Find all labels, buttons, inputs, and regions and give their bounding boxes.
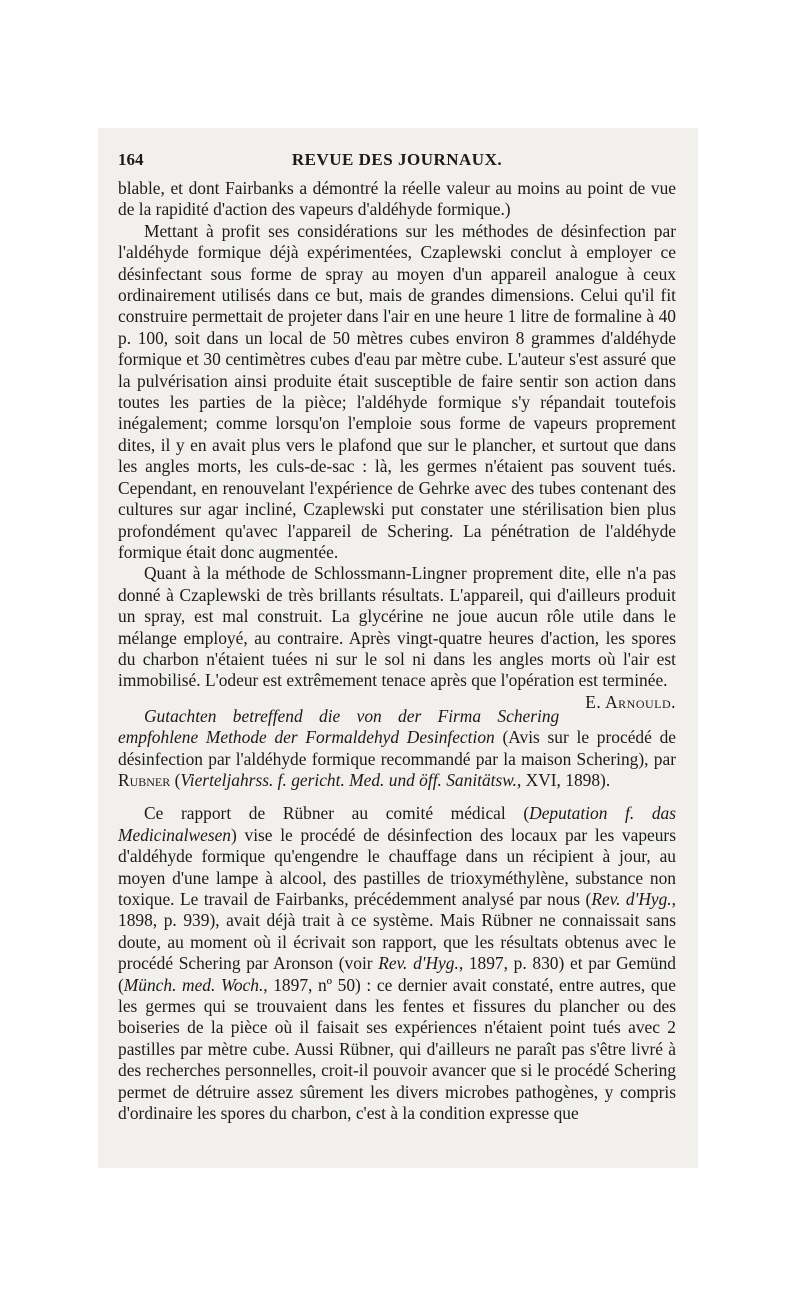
citation-text: , XVI, 1898).: [516, 769, 611, 790]
italic-reference: Münch. med. Woch.: [123, 974, 264, 995]
paragraph-continuation: blable, et dont Fairbanks a démontré la réelle valeur au moins au point de vue de la rapidité d'action des vapeurs d'aldéhyde formique.): [118, 178, 676, 220]
page-header: [118, 150, 676, 174]
paragraph-czaplewski-spray: Mettant à profit ses considérations sur les méthodes de désinfection par l'aldéhyde formique déjà expérimentées, Czaplewski conclut à employer ce désinfectant sous forme de spray au moyen d'un appareil analogue à ceux ordinairement utilisés dans ce but, mais de grandes dimensions. Celui qu'il fit construire permettait de projeter dans l'air en une heure 1 litre de formaline à 40 p. 100, soit dans un local de 50 mètres cubes environ 8 grammes d'aldéhyde formique et 30 centimètres cubes d'eau par mètre cube. L'auteur s'est assuré que la pulvérisation ainsi produite était susceptible de faire sentir son action dans toutes les parties de la pièce; l'aldéhyde formique s'y répandait toutefois inégalement; comme lorsqu'on l'emploie sous forme de vapeurs proprement dites, il y en avait plus vers le plafond que sur le plancher, et surtout que dans les angles morts, les culs-de-sac : là, les germes n'étaient pas souvent tués. Cependant, en renouvelant l'expérience de Gehrke avec des tubes contenant des cultures sur agar incliné, Czaplewski put constater une stérilisation bien plus profondément qu'avec l'appareil de Schering. La pénétration de l'aldéhyde formique était donc augmentée.: [118, 220, 676, 562]
running-title: REVUE DES JOURNAUX.: [291, 150, 503, 169]
article-body: [118, 178, 676, 1124]
paragraph-schlossmann-lingner: [118, 563, 676, 712]
author-signature: E. Arnould.: [585, 691, 676, 712]
paragraph-text: , 1898, p. 939), avait déjà trait à ce système. Mais Rübner ne connaissait sans doute, au moment où il écrivait son rapport, que les résultats obtenus avec le procédé Schering par Aronson (voir: [118, 889, 677, 974]
article-title: Gutachten betreffend die von der Firma Schering empfohlene Methode der Formaldehyd Desinfection: [118, 705, 560, 748]
italic-reference: Rev. d'Hyg.: [378, 953, 459, 974]
italic-reference: Rev. d'Hyg.: [591, 889, 672, 909]
citation-journal: Vierteljahrss. f. gericht. Med. und öff. Sanitätsw.: [180, 769, 517, 790]
citation-author: Rubner: [118, 769, 171, 790]
paragraph-rubner-report: [118, 803, 676, 1124]
italic-reference: Deputation f. das Medicinalwesen: [118, 803, 676, 845]
book-page: [98, 128, 698, 1168]
paragraph-text: ) vise le procédé de désinfection des locaux par les vapeurs d'aldéhyde formique qu'engendre le chauffage dans un récipient à jour, au moyen d'une lampe à alcool, des pastilles de trioxyméthylène, substance non toxique. Le travail de Fairbanks, précédemment analysé par nous (: [118, 824, 676, 909]
citation-text: (Avis sur le procédé de désinfection par l'aldéhyde formique recommandé par la maison Schering), par: [118, 727, 676, 769]
paragraph-text: Quant à la méthode de Schlossmann-Lingner proprement dite, elle n'a pas donné à Czaplewski de très brillants résultats. L'appareil, qui d'ailleurs produit un spray, est mal construit. La glycérine ne joue aucun rôle utile dans le mélange employé, au contraire. Après vingt-quatre heures d'action, les spores du charbon n'étaient tuées ni sur le sol ni dans les angles morts où l'air est immobilisé. L'odeur est extrêmement tenace après que l'opération est terminée.: [118, 563, 676, 691]
citation-text: (: [170, 769, 181, 790]
page-number: 164: [118, 150, 144, 169]
paragraph-text: , 1897, nº 50) : ce dernier avait constaté, entre autres, que les germes qui se trouvaient dans les fentes et fissures du plancher ou des boiseries de la pièce où il faisait ses expériences n'étaient point tués avec 2 pastilles par mètre cube. Aussi Rübner, qui d'ailleurs ne paraît pas s'être livré à des recherches personnelles, croit-il pouvoir avancer que si le procédé Schering permet de détruire assez sûrement les divers microbes pathogènes, y compris d'ordinaire les spores du charbon, c'est à la condition expresse que: [118, 974, 676, 1124]
article-citation: [118, 706, 676, 792]
paragraph-text: Ce rapport de Rübner au comité médical (: [144, 803, 530, 824]
paragraph-text: , 1897, p. 830) et par Gemünd (: [118, 953, 676, 995]
